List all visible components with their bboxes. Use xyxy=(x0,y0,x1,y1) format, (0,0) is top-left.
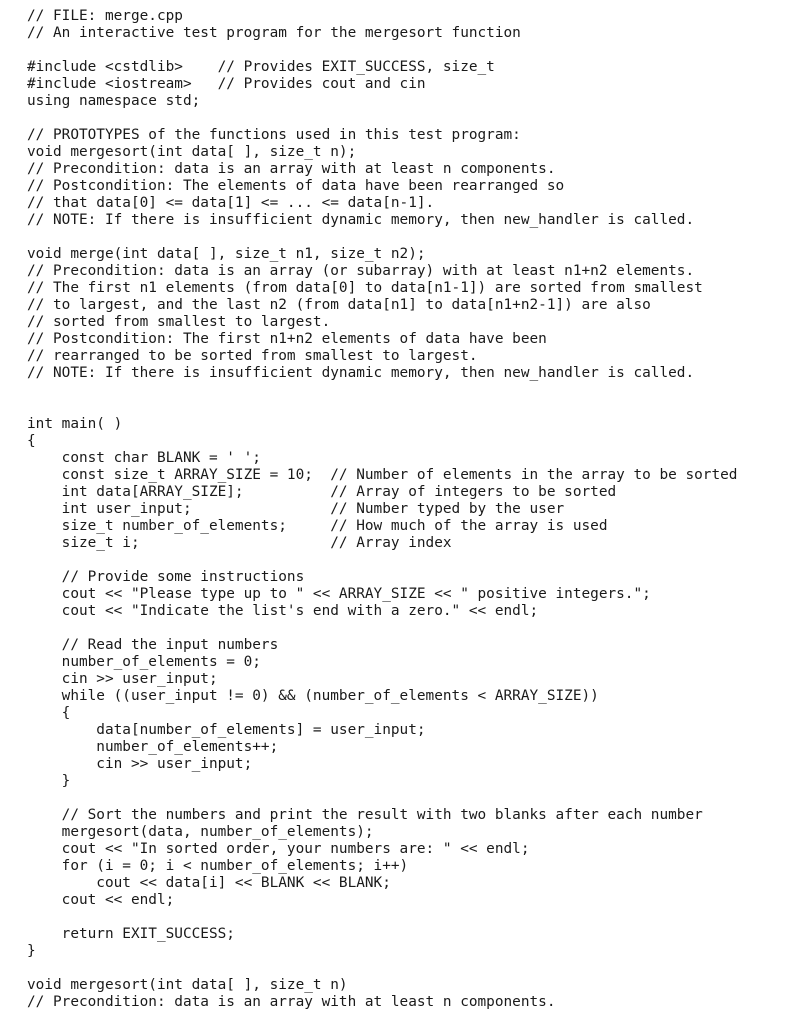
code-line: cout << "Indicate the list's end with a zero." << endl; xyxy=(27,603,539,619)
code-line: int user_input; // Number typed by the user xyxy=(27,501,565,517)
code-line: size_t number_of_elements; // How much of the array is used xyxy=(27,518,608,534)
code-line: // that data[0] <= data[1] <= ... <= data[n-1]. xyxy=(27,195,435,211)
code-line xyxy=(27,399,787,416)
code-line: // Precondition: data is an array (or subarray) with at least n1+n2 elements. xyxy=(27,263,695,279)
code-line: void mergesort(int data[ ], size_t n); xyxy=(27,144,357,160)
code-line: // FILE: merge.cpp xyxy=(27,8,183,24)
code-line: // Postcondition: The elements of data have been rearranged so xyxy=(27,178,565,194)
code-line: // An interactive test program for the mergesort function xyxy=(27,25,521,41)
code-line: cout << data[i] << BLANK << BLANK; xyxy=(27,875,391,891)
code-line: for (i = 0; i < number_of_elements; i++) xyxy=(27,858,409,874)
code-line: using namespace std; xyxy=(27,93,201,109)
code-line xyxy=(27,909,787,926)
code-line: while ((user_input != 0) && (number_of_elements < ARRAY_SIZE)) xyxy=(27,688,599,704)
code-line: { xyxy=(27,705,71,721)
code-line: size_t i; // Array index xyxy=(27,535,452,551)
code-line: // Postcondition: The first n1+n2 elements of data have been xyxy=(27,331,547,347)
code-line: void mergesort(int data[ ], size_t n) xyxy=(27,977,348,993)
code-line: cin >> user_input; xyxy=(27,671,218,687)
code-line: data[number_of_elements] = user_input; xyxy=(27,722,426,738)
code-line: // sorted from smallest to largest. xyxy=(27,314,331,330)
code-line xyxy=(27,790,787,807)
code-line: int data[ARRAY_SIZE]; // Array of integers to be sorted xyxy=(27,484,617,500)
code-line xyxy=(27,110,787,127)
code-line: cout << "In sorted order, your numbers are: " << endl; xyxy=(27,841,530,857)
code-line: return EXIT_SUCCESS; xyxy=(27,926,235,942)
code-line: // NOTE: If there is insufficient dynamic memory, then new_handler is called. xyxy=(27,365,695,381)
code-line: cout << "Please type up to " << ARRAY_SIZE << " positive integers."; xyxy=(27,586,651,602)
code-line: { xyxy=(27,433,36,449)
code-line: void merge(int data[ ], size_t n1, size_t n2); xyxy=(27,246,426,262)
code-line xyxy=(27,620,787,637)
code-line: // Provide some instructions xyxy=(27,569,305,585)
code-line: int main( ) xyxy=(27,416,123,432)
code-line: cin >> user_input; xyxy=(27,756,253,772)
code-line: // The first n1 elements (from data[0] to data[n1-1]) are sorted from smallest xyxy=(27,280,703,296)
code-line: number_of_elements = 0; xyxy=(27,654,261,670)
code-line: // Precondition: data is an array with at least n components. xyxy=(27,161,556,177)
code-line xyxy=(27,229,787,246)
code-line: cout << endl; xyxy=(27,892,175,908)
code-line: // Precondition: data is an array with at least n components. xyxy=(27,994,556,1010)
code-line xyxy=(27,552,787,569)
code-line xyxy=(27,960,787,977)
code-line: #include <iostream> // Provides cout and cin xyxy=(27,76,426,92)
code-line: // rearranged to be sorted from smallest to largest. xyxy=(27,348,478,364)
code-line: const char BLANK = ' '; xyxy=(27,450,261,466)
code-line: } xyxy=(27,773,71,789)
code-line: mergesort(data, number_of_elements); xyxy=(27,824,374,840)
code-line: // Read the input numbers xyxy=(27,637,279,653)
code-line: // NOTE: If there is insufficient dynamic memory, then new_handler is called. xyxy=(27,212,695,228)
code-line xyxy=(27,382,787,399)
code-line: // PROTOTYPES of the functions used in this test program: xyxy=(27,127,521,143)
code-line: const size_t ARRAY_SIZE = 10; // Number of elements in the array to be sorted xyxy=(27,467,738,483)
code-line: } xyxy=(27,943,36,959)
code-line xyxy=(27,42,787,59)
code-line: #include <cstdlib> // Provides EXIT_SUCCESS, size_t xyxy=(27,59,495,75)
code-line: // to largest, and the last n2 (from data[n1] to data[n1+n2-1]) are also xyxy=(27,297,651,313)
code-line: // Sort the numbers and print the result with two blanks after each number xyxy=(27,807,703,823)
code-line: number_of_elements++; xyxy=(27,739,279,755)
source-code-listing xyxy=(27,8,787,1011)
